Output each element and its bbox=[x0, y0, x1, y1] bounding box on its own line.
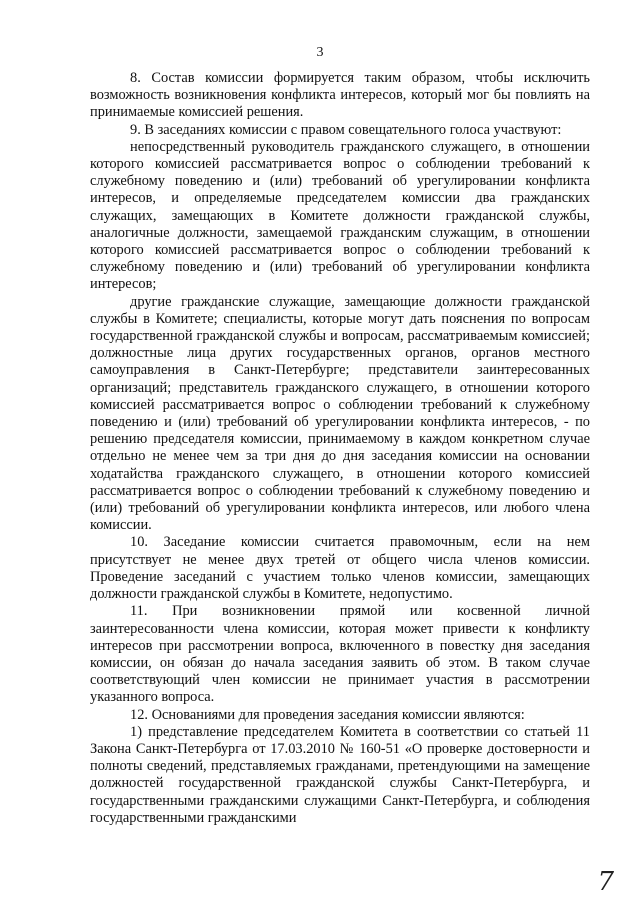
paragraph-9-direct-supervisor: непосредственный руководитель гражданского служащего, в отношении которого комиссией рассматривается вопрос о соблюдении требований к служебному поведению и (или) требований об урегулировании конфликта интересов, и определяемые председателем комиссии два гражданских служащих, замещающих в Комитете должности гражданской службы, аналогичные должности, замещаемой гражданским служащим, в отношении которого комиссией рассматривается вопрос о соблюдении требований к служебному поведению и (или) требований об урегулировании конфликта интересов; bbox=[90, 138, 590, 293]
handwritten-mark: 7 bbox=[597, 867, 614, 897]
paragraph-12-item-1: 1) представление председателем Комитета в соответствии со статьей 11 Закона Санкт-Петербурга от 17.03.2010 № 160-51 «О проверке достоверности и полноты сведений, представляемых гражданами, претендующими на замещение должностей государственной гражданской службы Санкт-Петербурга, и государственными гражданскими служащими Санкт-Петербурга, и соблюдения государственными гражданскими bbox=[90, 723, 590, 826]
document-body bbox=[90, 70, 590, 827]
page-number: 3 bbox=[316, 45, 324, 60]
paragraph-9: 9. В заседаниях комиссии с правом совещательного голоса участвуют: bbox=[130, 121, 562, 138]
paragraph-12: 12. Основаниями для проведения заседания комиссии являются: bbox=[130, 706, 525, 723]
paragraph-10: 10. Заседание комиссии считается правомочным, если на нем присутствует не менее двух третей от общего числа членов комиссии. Проведение заседаний с участием только членов комиссии, замещающих должности гражданской службы в Комитете, недопустимо. bbox=[90, 534, 590, 603]
paragraph-8: 8. Состав комиссии формируется таким образом, чтобы исключить возможность возникновения конфликта интересов, который мог бы повлиять на принимаемые комиссией решения. bbox=[90, 70, 590, 121]
paragraph-11: 11. При возникновении прямой или косвенной личной заинтересованности члена комиссии, которая может привести к конфликту интересов при рассмотрении вопроса, включенного в повестку дня заседания комиссии, он обязан до начала заседания заявить об этом. В таком случае соответствующий член комиссии не принимает участия в рассмотрении указанного вопроса. bbox=[90, 603, 590, 706]
paragraph-9-other-participants: другие гражданские служащие, замещающие должности гражданской службы в Комитете; специалисты, которые могут дать пояснения по вопросам государственной гражданской службы и вопросам, рассматриваемым комиссией; должностные лица других государственных органов, органов местного самоуправления в Санкт-Петербурге; представители заинтересованных организаций; представитель гражданского служащего, в отношении которого комиссией рассматривается вопрос о соблюдении требований к служебному поведению и (или) требований об урегулировании конфликта интересов, - по решению председателя комиссии, принимаемому в каждом конкретном случае отдельно не менее чем за три дня до дня заседания комиссии на основании ходатайства гражданского служащего, в отношении которого комиссией рассматривается вопрос о соблюдении требований к служебному поведению и (или) требований об урегулировании конфликта интересов, или любого члена комиссии. bbox=[90, 293, 590, 534]
